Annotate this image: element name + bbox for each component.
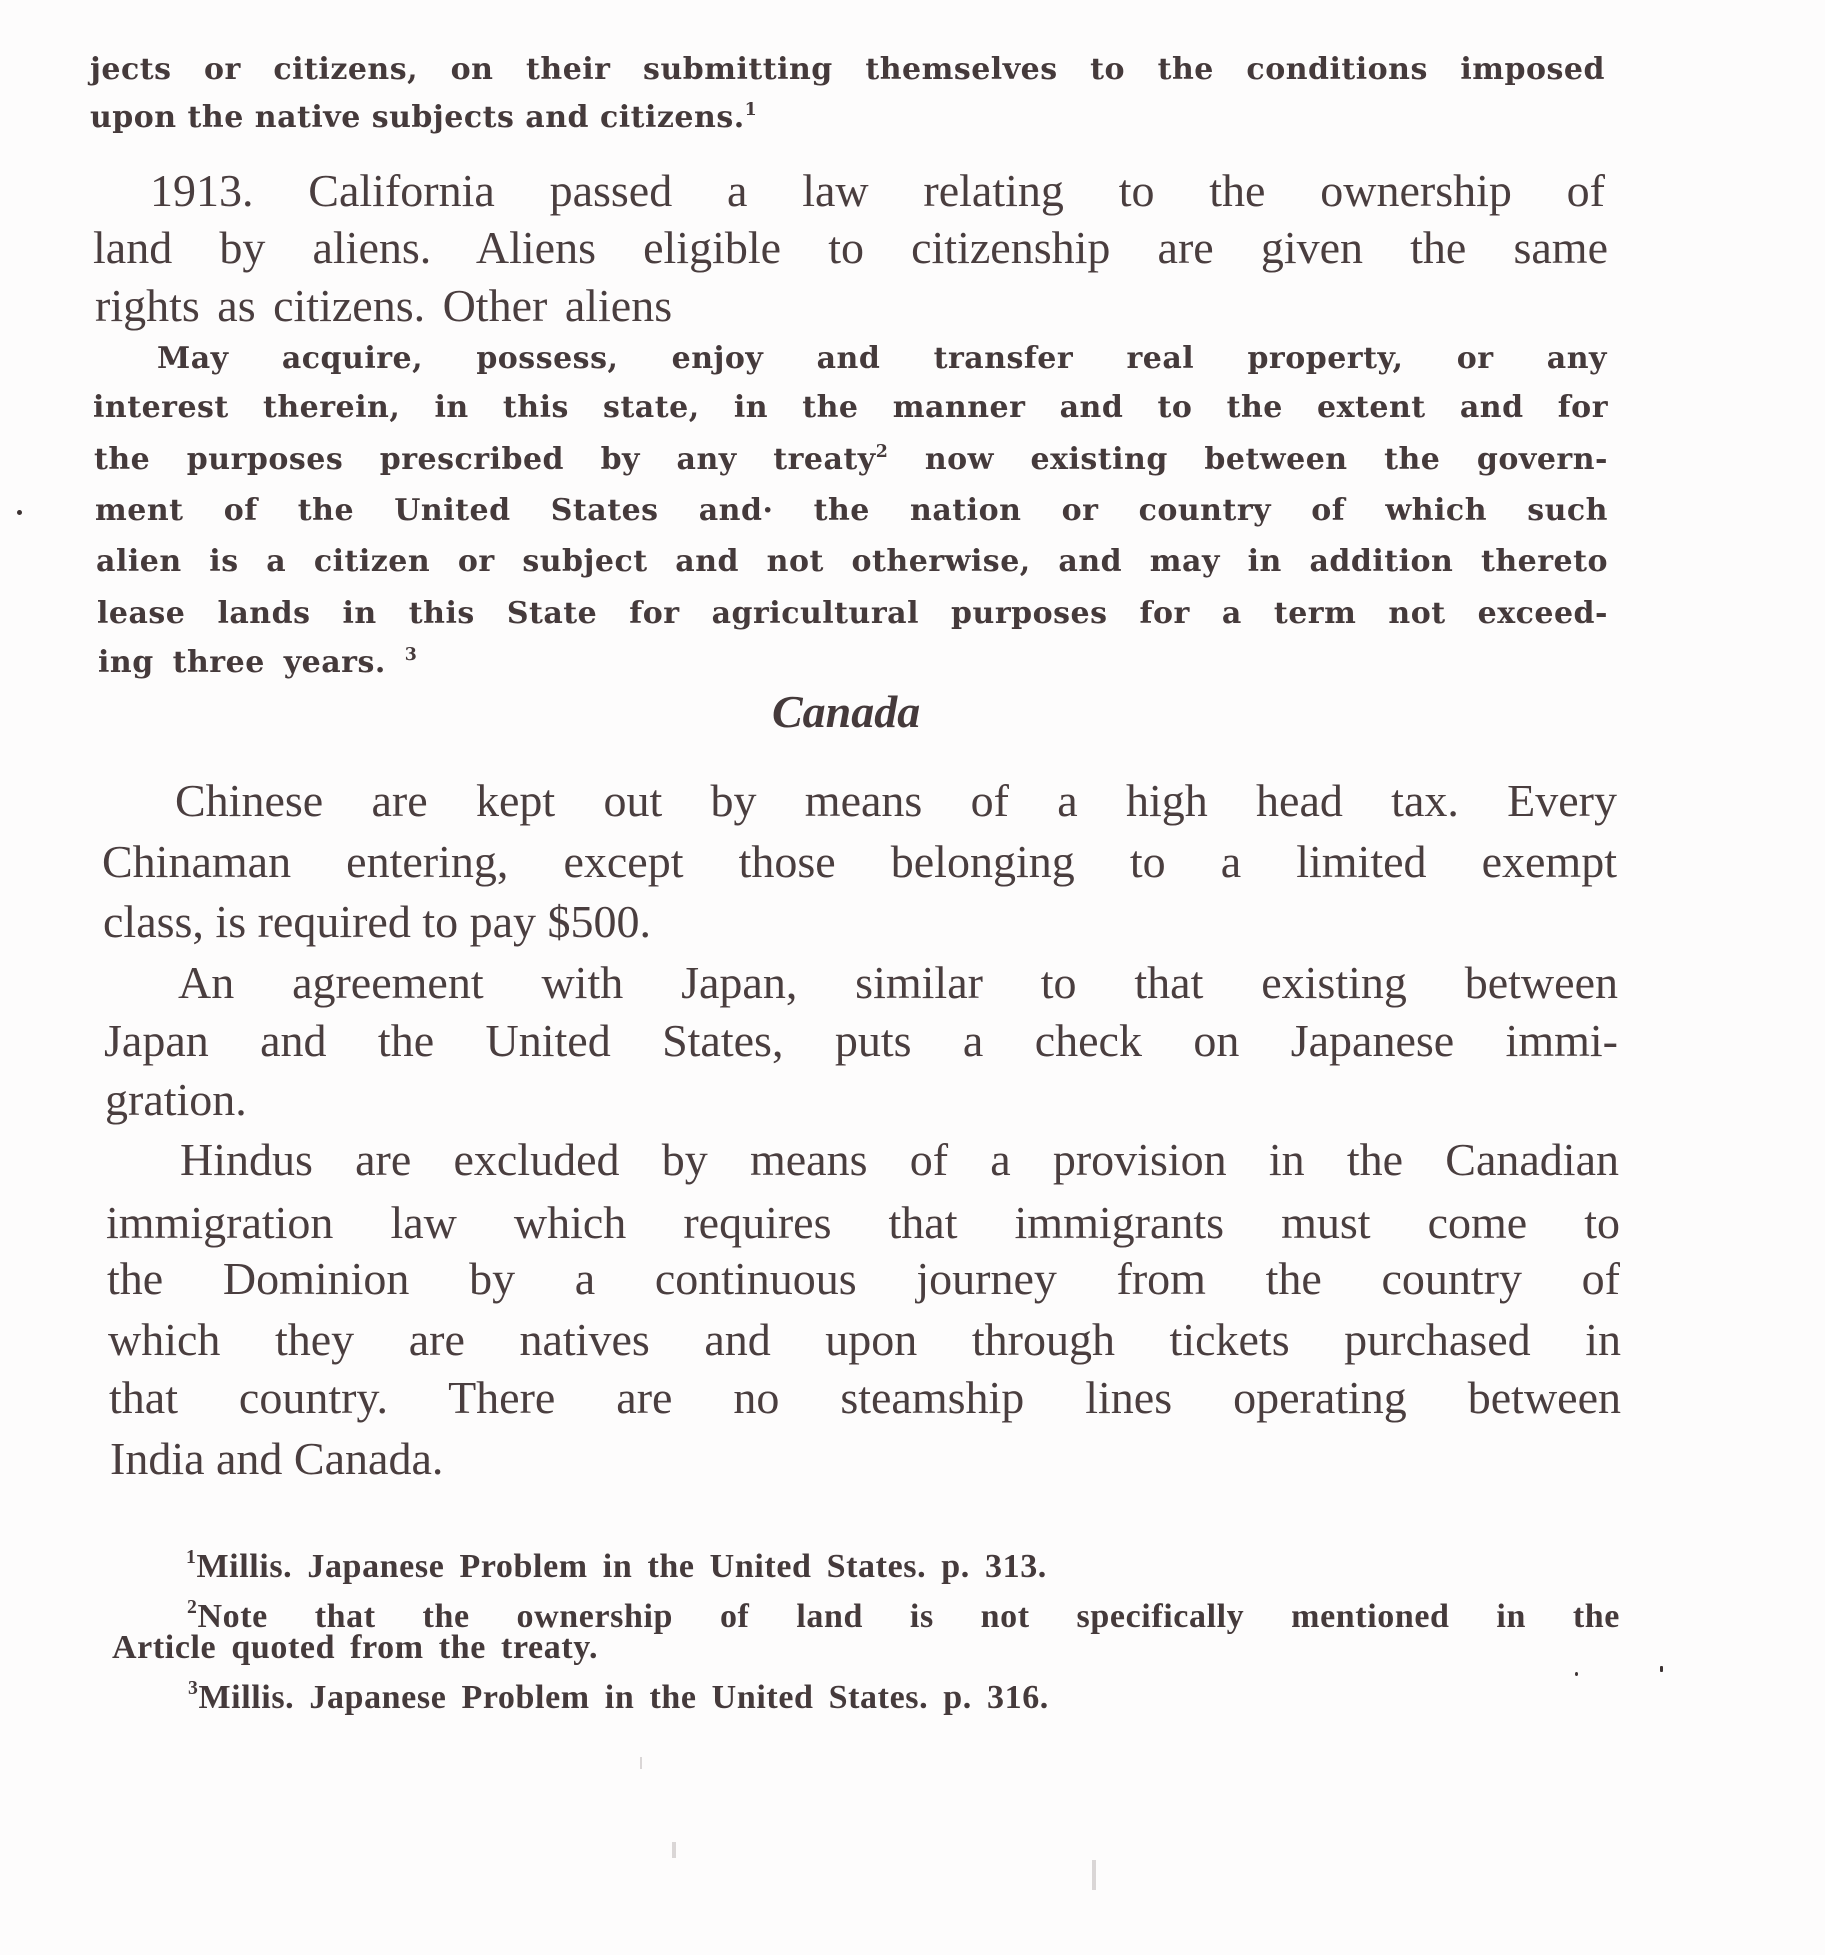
scan-speck [672,1842,676,1858]
text-span: now existing between the govern- [888,442,1609,477]
scan-speck [640,1757,642,1769]
text-span: upon the native subjects and citizens. [90,100,745,135]
scan-speck [1575,1672,1578,1676]
text-line: that country. There are no steamship lines operating between [109,1372,1621,1423]
footnote-marker: 1 [186,1546,197,1569]
text-line: gration. [105,1074,247,1125]
text-line: class, is required to pay $500. [103,896,652,947]
footnote [188,1676,1388,1720]
footnote-ref: 1 [744,99,758,120]
text-line: jects or citizens, on their submitting themselves to the conditions imposed [90,52,1605,87]
scan-speck [1660,1666,1663,1672]
section-heading: Canada [772,686,921,737]
text-line: which they are natives and upon through tickets purchased in [108,1314,1621,1365]
text-line: Japan and the United States, puts a check on Japanese immi- [104,1015,1618,1066]
footnote-text: Millis. Japanese Problem in the United States. p. 313. [196,1548,1047,1585]
footnote-ref: 2 [875,441,889,462]
text-line: India and Canada. [110,1433,444,1484]
text-span: ing three years. [98,645,386,680]
quote-line: alien is a citizen or subject and not otherwise, and may in addition thereto [96,544,1608,579]
text-line: Chinese are kept out by means of a high head tax. Every [175,775,1617,826]
text-line: Hindus are excluded by means of a provision in the Canadian [180,1134,1619,1185]
text-line: 1913. California passed a law relating to the ownership of [150,165,1605,216]
text-line: An agreement with Japan, similar to that existing between [178,957,1618,1008]
quote-line [94,438,1608,482]
quote-line: interest therein, in this state, in the manner and to the extent and for [93,390,1608,425]
text-line: immigration law which requires that immigrants must come to [106,1197,1620,1248]
quote-line [98,641,1608,685]
scan-speck [1092,1860,1096,1890]
footnote-marker: 2 [187,1596,198,1619]
footnote-text: Millis. Japanese Problem in the United States. p. 316. [198,1679,1049,1716]
text-line: rights as citizens. Other aliens [95,280,673,331]
footnote-marker: 3 [188,1677,199,1700]
quote-line: lease lands in this State for agricultural purposes for a term not exceed- [97,596,1608,631]
footnote-text: Note that the ownership of land is not specifically mentioned in the [197,1598,1620,1635]
text-span: the purposes prescribed by any treaty [94,442,876,477]
scan-speck [17,510,22,515]
footnote [186,1545,1386,1589]
text-line: the Dominion by a continuous journey from the country of [107,1253,1620,1304]
footnote-continuation: Article quoted from the treaty. [112,1629,599,1666]
footnote-ref: 3 [404,644,418,665]
text-line: Chinaman entering, except those belonging to a limited exempt [102,836,1617,887]
quote-line: ment of the United States and· the nation or country of which such [95,493,1608,528]
quote-line: May acquire, possess, enjoy and transfer real property, or any [157,341,1607,376]
text-line: land by aliens. Aliens eligible to citizenship are given the same [93,222,1608,273]
text-line [90,96,1605,140]
